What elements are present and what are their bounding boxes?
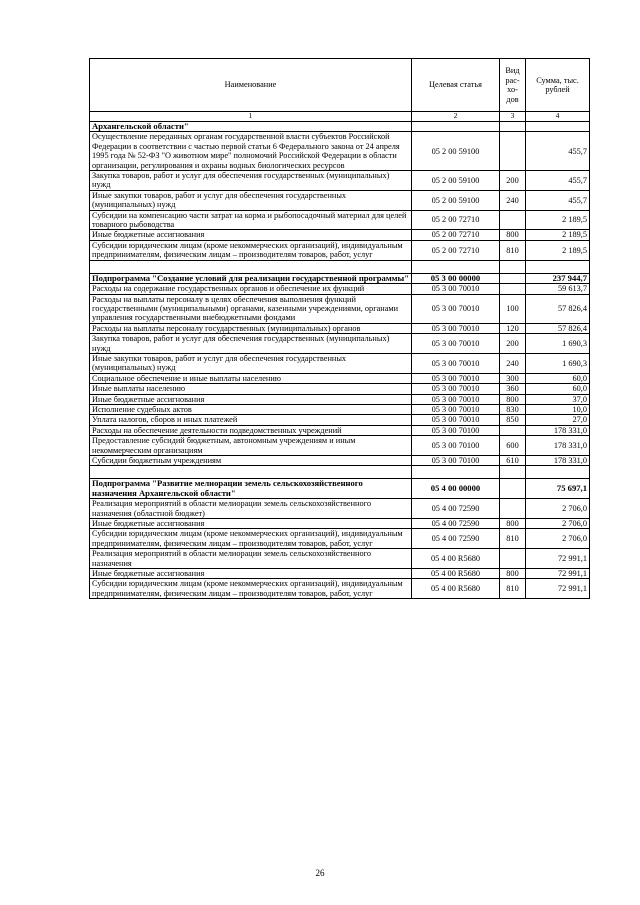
row-type: 200 xyxy=(500,171,526,191)
row-sum: 57 826,4 xyxy=(526,294,590,323)
row-name: Субсидии на компенсацию части затрат на корма и рыбопосадочный материал для целей товарного рыбоводства xyxy=(90,210,412,230)
row-name: Расходы на выплаты персоналу государственных (муниципальных) органов xyxy=(90,323,412,333)
row-sum: 75 697,1 xyxy=(526,479,590,499)
row-type: 800 xyxy=(500,519,526,529)
row-code: 05 3 00 70010 xyxy=(412,384,500,394)
row-name: Иные закупки товаров, работ и услуг для обеспечения государственных (муниципальных) нужд xyxy=(90,190,412,210)
row-name: Субсидии юридическим лицам (кроме некоммерческих организаций), индивидуальным предпринимателям, физическим лицам – производителям товаров, работ, услуг xyxy=(90,579,412,599)
row-name: Субсидии юридическим лицам (кроме некоммерческих организаций), индивидуальным предпринимателям, физическим лицам – производителям товаров, работ, услуг xyxy=(90,240,412,260)
spacer-cell xyxy=(412,260,500,273)
row-name: Иные закупки товаров, работ и услуг для обеспечения государственных (муниципальных) нужд xyxy=(90,353,412,373)
row-type: 830 xyxy=(500,404,526,414)
spacer-cell xyxy=(500,466,526,479)
table-row xyxy=(90,569,590,579)
spacer-row xyxy=(90,260,590,273)
row-name: Закупка товаров, работ и услуг для обеспечения государственных (муниципальных) нужд xyxy=(90,171,412,191)
subprogram-row xyxy=(90,479,590,499)
row-type xyxy=(500,122,526,132)
row-sum: 2 189,5 xyxy=(526,230,590,240)
subprogram-row xyxy=(90,273,590,283)
table-row xyxy=(90,230,590,240)
table-row xyxy=(90,210,590,230)
row-code: 05 4 00 R5680 xyxy=(412,569,500,579)
table-row xyxy=(90,404,590,414)
row-type: 810 xyxy=(500,579,526,599)
row-sum: 2 189,5 xyxy=(526,210,590,230)
column-number: 4 xyxy=(526,112,590,122)
row-type xyxy=(500,499,526,519)
row-code: 05 2 00 59100 xyxy=(412,171,500,191)
row-code: 05 3 00 70010 xyxy=(412,373,500,383)
table-row xyxy=(90,323,590,333)
spacer-cell xyxy=(526,260,590,273)
row-name: Иные бюджетные ассигнования xyxy=(90,230,412,240)
row-code: 05 4 00 72590 xyxy=(412,529,500,549)
column-number: 1 xyxy=(90,112,412,122)
row-sum: 455,7 xyxy=(526,132,590,171)
row-sum: 2 706,0 xyxy=(526,529,590,549)
table-body xyxy=(90,112,590,599)
row-name: Реализация мероприятий в области мелиорации земель сельскохозяйственного назначения (областной бюджет) xyxy=(90,499,412,519)
row-sum: 455,7 xyxy=(526,171,590,191)
table-row xyxy=(90,353,590,373)
spacer-cell xyxy=(90,260,412,273)
row-sum: 60,0 xyxy=(526,384,590,394)
row-type: 360 xyxy=(500,384,526,394)
row-type: 100 xyxy=(500,294,526,323)
row-type: 300 xyxy=(500,373,526,383)
table-header xyxy=(90,59,590,112)
row-name: Исполнение судебных актов xyxy=(90,404,412,414)
row-sum: 2 706,0 xyxy=(526,499,590,519)
spacer-cell xyxy=(412,466,500,479)
row-type: 850 xyxy=(500,415,526,425)
row-name: Иные бюджетные ассигнования xyxy=(90,394,412,404)
row-code xyxy=(412,122,500,132)
row-code: 05 2 00 59100 xyxy=(412,190,500,210)
row-code: 05 4 00 72590 xyxy=(412,499,500,519)
row-type xyxy=(500,132,526,171)
row-code: 05 2 00 72710 xyxy=(412,230,500,240)
row-code: 05 4 00 R5680 xyxy=(412,549,500,569)
table-row xyxy=(90,529,590,549)
table-row xyxy=(90,171,590,191)
row-type: 610 xyxy=(500,456,526,466)
row-sum: 27,0 xyxy=(526,415,590,425)
row-name: Иные выплаты населению xyxy=(90,384,412,394)
header-code: Целевая статья xyxy=(412,59,500,112)
row-type xyxy=(500,425,526,435)
column-number: 3 xyxy=(500,112,526,122)
row-name: Уплата налогов, сборов и иных платежей xyxy=(90,415,412,425)
row-type: 240 xyxy=(500,190,526,210)
spacer-row xyxy=(90,466,590,479)
row-type: 200 xyxy=(500,334,526,354)
row-type: 810 xyxy=(500,529,526,549)
row-name: Закупка товаров, работ и услуг для обеспечения государственных (муниципальных) нужд xyxy=(90,334,412,354)
table-row xyxy=(90,373,590,383)
row-name: Предоставление субсидий бюджетным, автономным учреждениям и иным некоммерческим организациям xyxy=(90,436,412,456)
row-code: 05 3 00 70010 xyxy=(412,404,500,414)
row-sum: 178 331,0 xyxy=(526,456,590,466)
table-row xyxy=(90,334,590,354)
column-number-row xyxy=(90,112,590,122)
row-name: Осуществление переданных органам государственной власти субъектов Российской Федерации в соответствии с частью первой статьи 6 Федерального закона от 24 апреля 1995 года № 52-ФЗ "О животном мире" полномочий Российской Федерации в области организации, регулирования и охраны водных биологических ресурсов xyxy=(90,132,412,171)
row-type xyxy=(500,479,526,499)
row-code: 05 3 00 70100 xyxy=(412,425,500,435)
column-number: 2 xyxy=(412,112,500,122)
row-sum: 57 826,4 xyxy=(526,323,590,333)
row-code: 05 4 00 00000 xyxy=(412,479,500,499)
table-row xyxy=(90,384,590,394)
table-row xyxy=(90,579,590,599)
row-sum: 2 706,0 xyxy=(526,519,590,529)
table-row xyxy=(90,499,590,519)
row-name: Расходы на выплаты персоналу в целях обеспечения выполнения функций государственными (муниципальными) органами, казенными учреждениями, органами управления государственными внебюджетными фондами xyxy=(90,294,412,323)
row-sum: 455,7 xyxy=(526,190,590,210)
table-row xyxy=(90,394,590,404)
table-row xyxy=(90,240,590,260)
row-type: 800 xyxy=(500,230,526,240)
row-type: 800 xyxy=(500,394,526,404)
table-row xyxy=(90,456,590,466)
row-type: 240 xyxy=(500,353,526,373)
row-code: 05 4 00 72590 xyxy=(412,519,500,529)
row-name: Подпрограмма "Развитие мелиорации земель сельскохозяйственного назначения Архангельской области" xyxy=(90,479,412,499)
row-sum: 72 991,1 xyxy=(526,569,590,579)
row-code: 05 4 00 R5680 xyxy=(412,579,500,599)
row-name: Иные бюджетные ассигнования xyxy=(90,569,412,579)
row-code: 05 2 00 72710 xyxy=(412,210,500,230)
subprogram-row xyxy=(90,122,590,132)
row-code: 05 3 00 70010 xyxy=(412,394,500,404)
table-row xyxy=(90,415,590,425)
row-sum: 59 613,7 xyxy=(526,284,590,294)
row-name: Расходы на содержание государственных органов и обеспечение их функций xyxy=(90,284,412,294)
table-row xyxy=(90,425,590,435)
row-name: Социальное обеспечение и иные выплаты населению xyxy=(90,373,412,383)
row-type: 800 xyxy=(500,569,526,579)
spacer-cell xyxy=(90,466,412,479)
row-code: 05 3 00 70010 xyxy=(412,353,500,373)
row-code: 05 3 00 70010 xyxy=(412,323,500,333)
row-sum: 178 331,0 xyxy=(526,425,590,435)
row-code: 05 3 00 70100 xyxy=(412,456,500,466)
row-type xyxy=(500,284,526,294)
row-name: Субсидии юридическим лицам (кроме некоммерческих организаций), индивидуальным предпринимателям, физическим лицам – производителям товаров, работ, услуг xyxy=(90,529,412,549)
row-code: 05 3 00 00000 xyxy=(412,273,500,283)
table-row xyxy=(90,436,590,456)
row-code: 05 3 00 70010 xyxy=(412,334,500,354)
row-code: 05 2 00 59100 xyxy=(412,132,500,171)
table-row xyxy=(90,294,590,323)
row-name: Субсидии бюджетным учреждениям xyxy=(90,456,412,466)
row-sum: 1 690,3 xyxy=(526,353,590,373)
row-sum: 178 331,0 xyxy=(526,436,590,456)
row-type: 600 xyxy=(500,436,526,456)
row-name: Иные бюджетные ассигнования xyxy=(90,519,412,529)
row-type xyxy=(500,273,526,283)
row-name: Подпрограмма "Создание условий для реализации государственной программы" xyxy=(90,273,412,283)
row-type xyxy=(500,210,526,230)
row-sum: 72 991,1 xyxy=(526,579,590,599)
row-sum: 237 944,7 xyxy=(526,273,590,283)
page-number: 26 xyxy=(315,868,325,878)
row-code: 05 3 00 70010 xyxy=(412,415,500,425)
row-sum: 72 991,1 xyxy=(526,549,590,569)
row-sum: 60,0 xyxy=(526,373,590,383)
row-sum: 1 690,3 xyxy=(526,334,590,354)
header-type: Вид рас- хо- дов xyxy=(500,59,526,112)
row-type xyxy=(500,549,526,569)
table-row xyxy=(90,284,590,294)
row-code: 05 3 00 70010 xyxy=(412,294,500,323)
budget-table xyxy=(89,58,590,599)
spacer-cell xyxy=(500,260,526,273)
row-type: 810 xyxy=(500,240,526,260)
table-row xyxy=(90,549,590,569)
row-sum: 37,0 xyxy=(526,394,590,404)
table-row xyxy=(90,190,590,210)
row-code: 05 3 00 70010 xyxy=(412,284,500,294)
table-row xyxy=(90,519,590,529)
row-sum xyxy=(526,122,590,132)
row-sum: 2 189,5 xyxy=(526,240,590,260)
row-name: Реализация мероприятий в области мелиорации земель сельскохозяйственного назначения xyxy=(90,549,412,569)
row-code: 05 3 00 70100 xyxy=(412,436,500,456)
spacer-cell xyxy=(526,466,590,479)
header-sum: Сумма, тыс. рублей xyxy=(526,59,590,112)
row-sum: 10,0 xyxy=(526,404,590,414)
row-name: Архангельской области" xyxy=(90,122,412,132)
row-name: Расходы на обеспечение деятельности подведомственных учреждений xyxy=(90,425,412,435)
row-code: 05 2 00 72710 xyxy=(412,240,500,260)
header-name: Наименование xyxy=(90,59,412,112)
row-type: 120 xyxy=(500,323,526,333)
table-row xyxy=(90,132,590,171)
